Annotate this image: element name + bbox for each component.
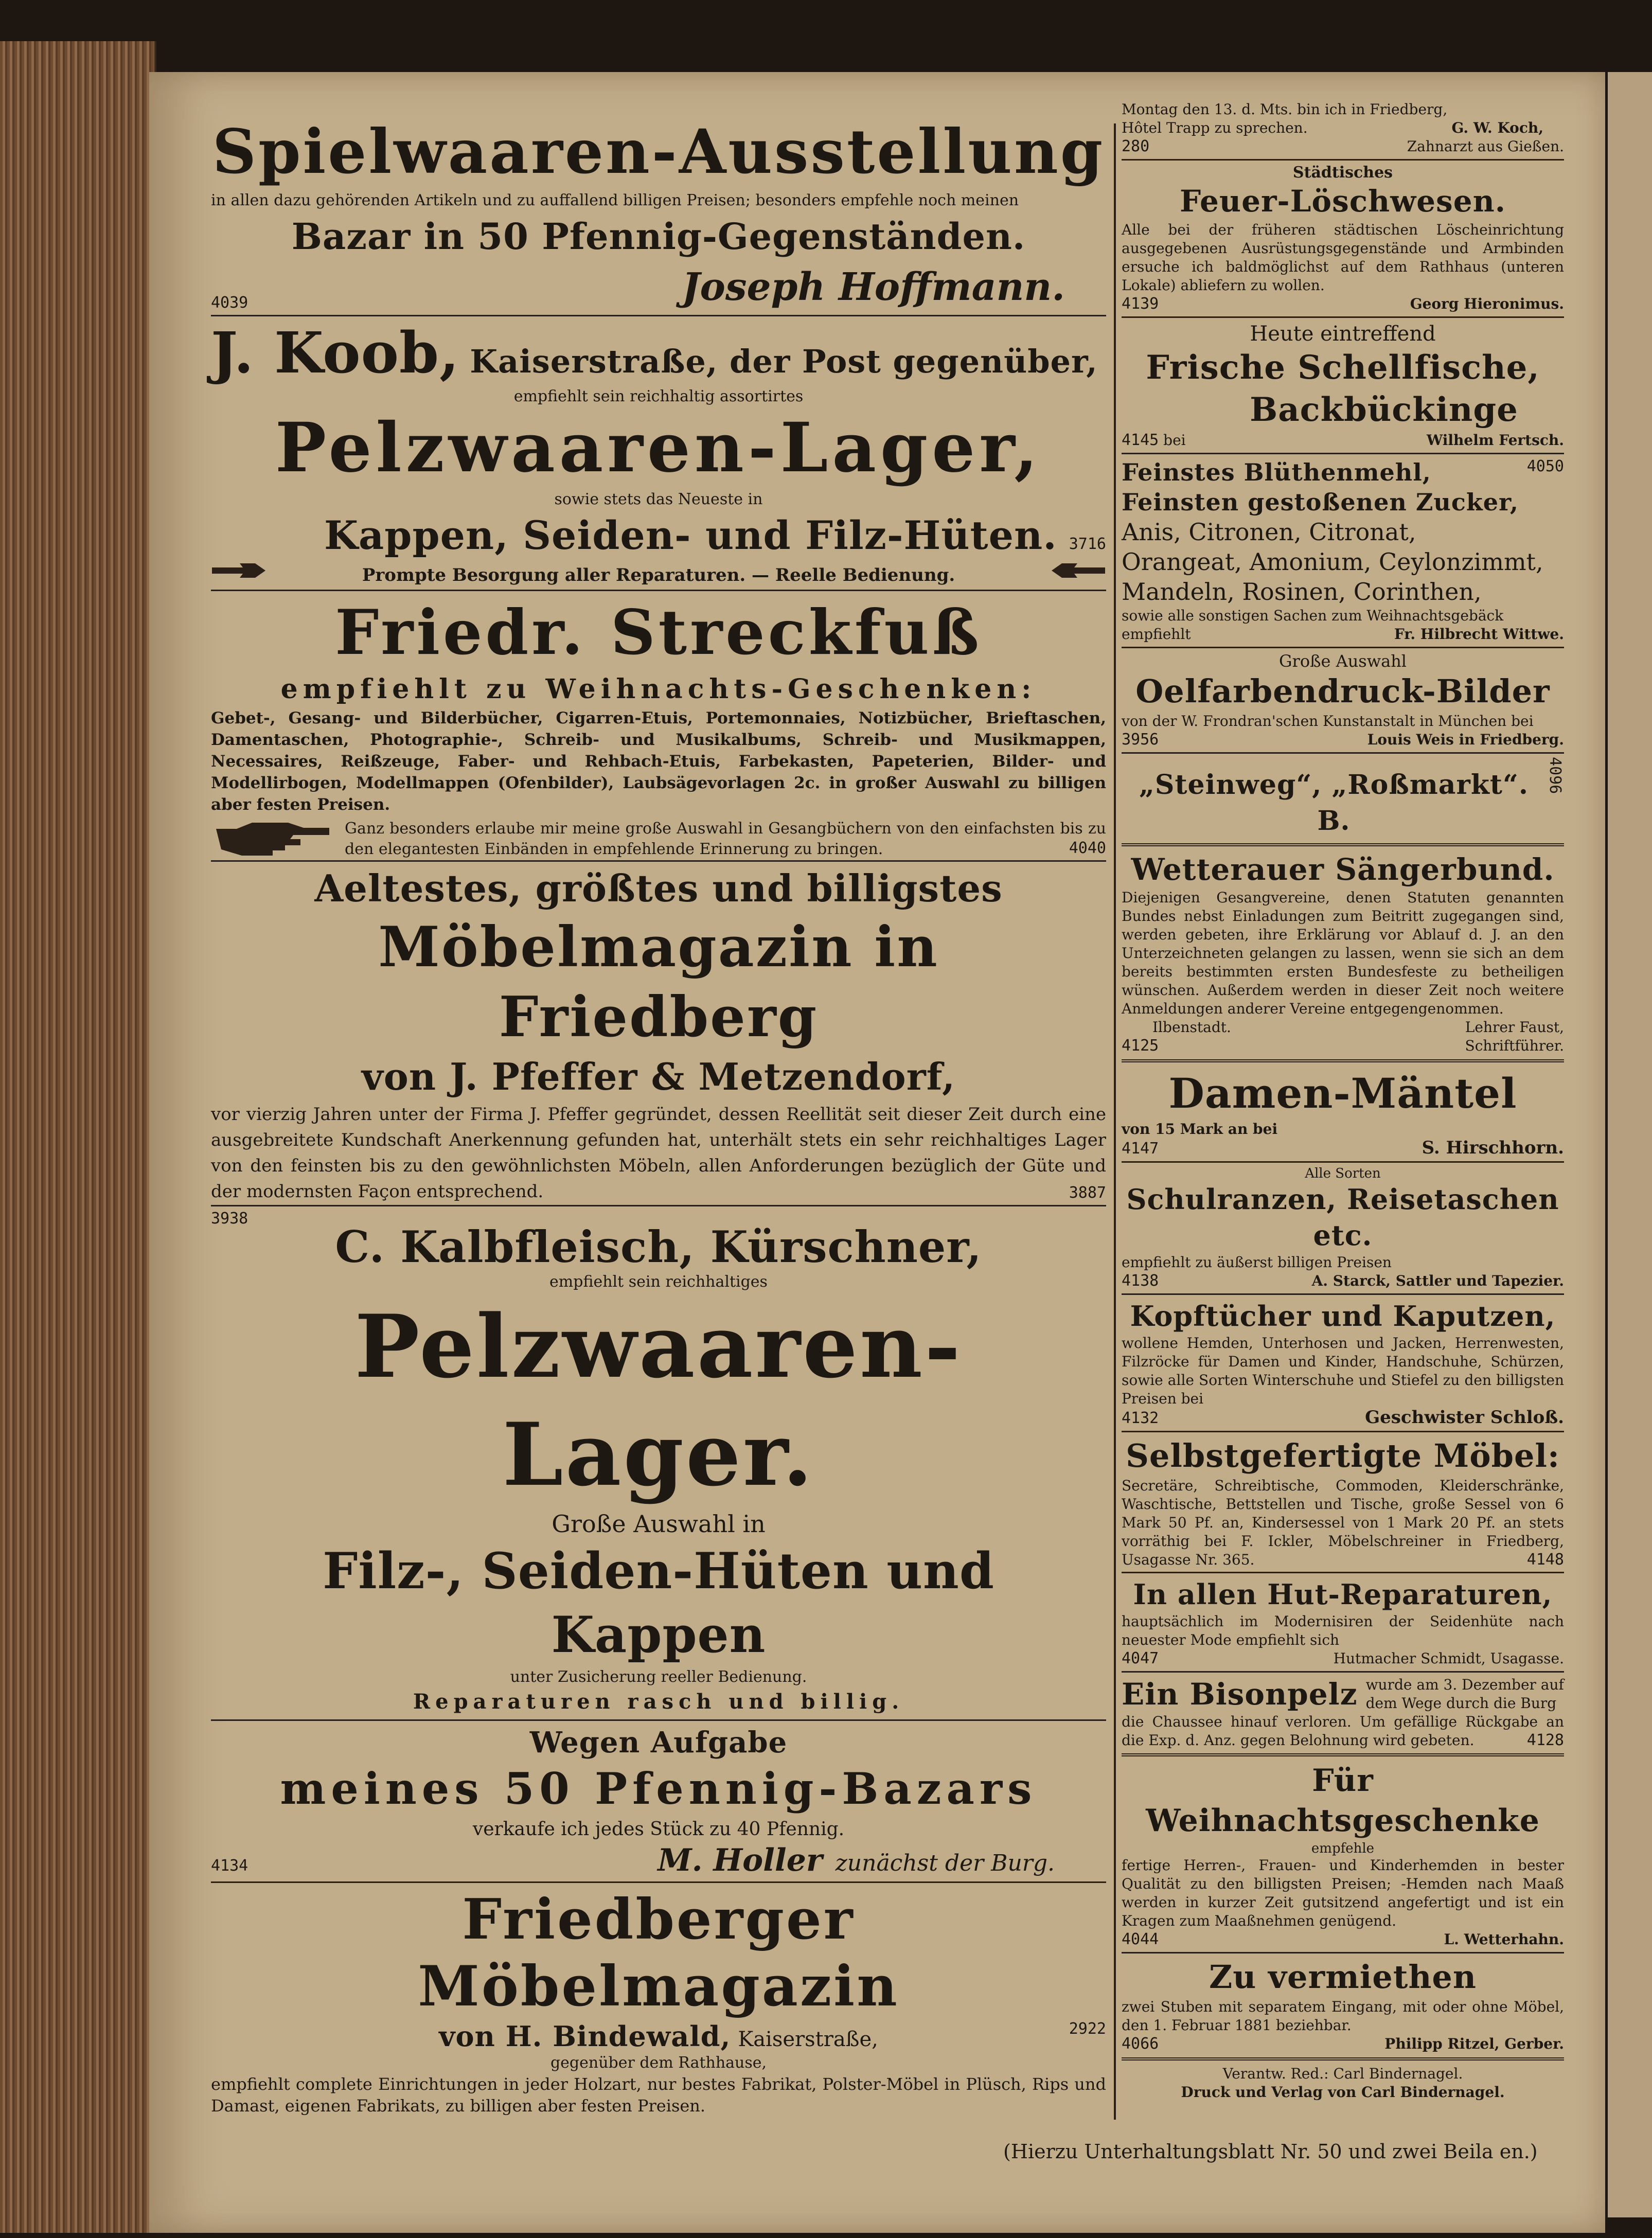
ad-text: empfiehlt sein reichhaltig assortirtes — [513, 387, 804, 405]
ad-text: empfiehlt sein reichhaltiges — [549, 1273, 768, 1291]
ad-title: meines 50 Pfennig-Bazars — [280, 1763, 1037, 1814]
ad-text: sowie stets das Neueste in — [554, 490, 763, 508]
ad-number: 4039 — [211, 294, 248, 312]
ad-pfeffer-metzendorf — [211, 865, 1106, 1206]
ad-pretitle: empfehle — [1311, 1841, 1375, 1857]
page-footer-note: (Hierzu Unterhaltungsblatt Nr. 50 und zwei Beila en.) — [1003, 2140, 1538, 2163]
ad-text: von 15 Mark an bei — [1122, 1121, 1278, 1138]
ad-text: empfiehlt complete Einrichtungen in jeder Holzart, nur bestes Fabrikat, Polster-Möbel in Plüsch, Rips und Damast, eigenen Fabrikats, zu billigen aber festen Preisen. — [211, 2074, 1106, 2116]
ad-advertiser: Wilhelm Fertsch. — [1426, 432, 1564, 449]
ad-number: 4044 — [1122, 1930, 1159, 1949]
ad-ritzel — [1122, 1957, 1564, 2061]
ad-number: 4132 — [1122, 1409, 1159, 1428]
ad-title: Für Weihnachtsgeschenke — [1146, 1763, 1540, 1839]
ad-items: Kappen, Seiden- und Filz-Hüten. — [324, 512, 1057, 558]
ad-number: 280 — [1122, 137, 1150, 155]
imprint-editor: Verantw. Red.: Carl Bindernagel. — [1222, 2065, 1463, 2083]
ad-number: 4134 — [211, 1857, 248, 1875]
ad-number: 4148 — [1526, 1551, 1564, 1569]
ad-line: Orangeat, Amonium, Ceylonzimmt, — [1122, 548, 1543, 576]
ad-advertiser: M. Holler — [658, 1842, 823, 1878]
ad-advertiser: Philipp Ritzel, Gerber. — [1384, 2035, 1564, 2053]
ad-fertsch — [1122, 321, 1564, 454]
pointing-hand-icon — [211, 561, 268, 581]
ad-number: 4047 — [1122, 1649, 1159, 1668]
ad-advertiser: von H. Bindewald, — [439, 2020, 731, 2053]
ad-text: bei — [1163, 432, 1186, 449]
ad-number: 4050 — [1526, 457, 1564, 475]
ad-number: 4125 — [1122, 1037, 1159, 1055]
imprint-publisher: Druck und Verlag von Carl Bindernagel. — [1181, 2084, 1505, 2101]
ad-title: Oelfarbendruck-Bilder — [1135, 672, 1550, 710]
ad-hilbrecht — [1122, 457, 1564, 648]
ad-line: Wegen Aufgabe — [529, 1726, 788, 1760]
ad-bisonpelz — [1122, 1676, 1564, 1756]
ad-bindewald — [211, 1886, 1106, 2117]
ad-spielwaaren — [211, 113, 1106, 316]
ad-advertiser: L. Wetterhahn. — [1444, 1931, 1564, 1948]
ad-list: Gebet-, Gesang- und Bilderbücher, Cigarren-Etuis, Portemonnaies, Notizbücher, Brieftaschen, Damentaschen, Photographie-, Schreib- und Musikalbums, Schreib- und Musikmappen, Necessaires, Reißzeuge, Faber- und Rehbach-Etuis, Farbekasten, Papeterien, Bilder- und Modellirbogen, Modellmappen (Ofenbilder), Laubsägevorlagen 2c. in großer Auswahl zu billigen aber festen Preisen. — [211, 709, 1106, 814]
ad-title: Zu vermiethen — [1209, 1958, 1477, 1996]
ad-number: 4138 — [1122, 1272, 1159, 1290]
ad-holler — [211, 1724, 1106, 1883]
ad-text: vor vierzig Jahren unter der Firma J. Pfeffer gegründet, dessen Reellität seit dieser Zeit durch eine ausgebreitete Kundschaft Anerkennung gefunden hat, unterhält stets ein sehr reichhaltiges Lager von den feinsten bis zu den gewöhnlichsten Möbeln, allen Anforderungen bezüglich der Güte und der modernsten Façon entsprechend. — [211, 1104, 1106, 1202]
ad-pretitle: Heute eintreffend — [1250, 322, 1436, 346]
ad-line: Aeltestes, größtes und billigstes — [314, 866, 1003, 910]
pointing-hand-icon — [1050, 561, 1106, 581]
ad-number: 3956 — [1122, 731, 1159, 749]
ad-advertiser: Louis Weis in Friedberg. — [1367, 731, 1564, 748]
ad-steinweg — [1122, 757, 1564, 846]
ad-text: in allen dazu gehörenden Artikeln und zu auffallend billigen Preisen; besonders empfehle noch meinen — [211, 191, 1019, 209]
ad-koob — [211, 319, 1106, 591]
ad-advertiser: von J. Pfeffer & Metzendorf, — [361, 1055, 956, 1098]
ad-text: Montag den 13. d. Mts. bin ich in Friedberg, — [1122, 101, 1448, 118]
ad-title: Backbückinge — [1250, 390, 1518, 429]
ad-title: Spielwaaren-Ausstellung — [212, 116, 1105, 187]
ad-text: Diejenigen Gesangvereine, denen Statuten genannten Bundes nebst Einladungen zum Beitritt zugegangen sind, werden gebeten, ihre Erklärung vor Ablauf d. J. an den Unterzeichneten gelangen zu lassen, wenn sie sich an dem bereits bestimmten ersten Bundesfeste zu betheiligen wünschen. Außerdem werden in dieser Zeit noch weitere Anmeldungen anderer Vereine entgegengenommen. — [1122, 889, 1564, 1018]
ad-title: Selbstgefertigte Möbel: — [1126, 1437, 1560, 1475]
ad-title: In allen Hut-Reparaturen, — [1133, 1578, 1553, 1611]
ad-text: empfiehlt zu äußerst billigen Preisen — [1122, 1254, 1392, 1271]
ad-text: Alle bei der früheren städtischen Löscheinrichtung ausgegebenen Ausrüstungsgegenstände und Armbinden ersuche ich baldmöglichst auf dem Rathhaus (unteren Lokale) abliefern zu wollen. — [1122, 221, 1564, 294]
ad-note: Ganz besonders erlaube mir meine große Auswahl in Gesangbüchern von den einfachsten bis zu den elegantesten Einbänden in empfehlende Erinnerung zu bringen. — [345, 820, 1106, 858]
ad-title: Kopftücher und Kaputzen, — [1130, 1300, 1556, 1333]
ad-weis — [1122, 651, 1564, 754]
ad-text: Große Auswahl in — [552, 1510, 766, 1538]
ad-kalbfleisch — [211, 1210, 1106, 1721]
ad-line: Mandeln, Rosinen, Corinthen, — [1122, 578, 1482, 606]
ad-title: Feuer-Löschwesen. — [1180, 184, 1506, 219]
newspaper-page — [149, 72, 1605, 2233]
ad-subtitle: empfiehlt zu Weihnachts-Geschenken: — [280, 673, 1037, 705]
ad-role: Zahnarzt aus Gießen. — [1407, 138, 1564, 155]
ad-hirschhorn — [1122, 1067, 1564, 1163]
ad-text: wollene Hemden, Unterhosen und Jacken, Herrenwesten, Filzröcke für Damen und Kinder, Handschuhe, Schürzen, sowie alle Sorten Winterschuhe und Stiefel zu den billigsten Preisen bei — [1122, 1335, 1564, 1408]
ad-line: Feinsten gestoßenen Zucker, — [1122, 488, 1519, 516]
ad-text: Reparaturen rasch und billig. — [413, 1690, 904, 1714]
pointing-hand-icon — [211, 819, 334, 860]
ad-subtitle: Bazar in 50 Pfennig-Gegenständen. — [291, 215, 1026, 258]
ad-number: 4128 — [1526, 1731, 1564, 1750]
ad-number: 3887 — [1069, 1184, 1106, 1202]
ad-title: Friedberger Möbelmagazin — [418, 1887, 899, 2019]
left-column — [211, 113, 1106, 2117]
ad-advertiser: Geschwister Schloß. — [1365, 1407, 1564, 1428]
ad-text: verkaufe ich jedes Stück zu 40 Pfennig. — [472, 1819, 845, 1840]
column-divider — [1114, 123, 1116, 2120]
ad-title: Möbelmagazin in Friedberg — [378, 915, 939, 1050]
ad-place: Ilbenstadt. — [1152, 1019, 1231, 1036]
ad-title: „Steinweg“, „Roßmarkt“. B. — [1139, 769, 1529, 837]
ad-number: 2922 — [1069, 2020, 1106, 2038]
ad-advertiser: G. W. Koch, — [1451, 119, 1543, 136]
ad-line: Feinstes Blüthenmehl, — [1122, 458, 1431, 486]
ad-title: Pelzwaaren-Lager. — [354, 1295, 963, 1505]
ad-text: hauptsächlich im Modernisiren der Seidenhüte nach neuester Mode empfiehlt sich — [1122, 1613, 1564, 1649]
ad-footer: Prompte Besorgung aller Reparaturen. — Reelle Bedienung. — [362, 565, 955, 585]
ad-text: zwei Stuben mit separatem Eingang, mit oder ohne Möbel, den 1. Februar 1881 beziehbar. — [1122, 1998, 1564, 2034]
ad-wetterhahn — [1122, 1761, 1564, 1953]
ad-advertiser: Joseph Hoffmann. — [682, 265, 1065, 309]
ad-advertiser: Friedr. Streckfuß — [335, 596, 982, 669]
ad-address: Kaiserstraße, der Post gegenüber, — [470, 343, 1098, 380]
ad-advertiser: Hutmacher Schmidt, Usagasse. — [1333, 1650, 1564, 1667]
ad-place: zunächst der Burg. — [835, 1850, 1055, 1876]
ad-text: wurde am 3. Dezember auf dem Wege durch die Burg — [1365, 1676, 1564, 1712]
ad-advertiser: J. Koob, — [211, 319, 460, 386]
ad-pretitle: Alle Sorten — [1305, 1166, 1381, 1182]
ad-text: unter Zusicherung reeller Bedienung. — [510, 1668, 807, 1686]
ad-number: 4040 — [1069, 839, 1106, 857]
ad-text: von der W. Frondran'schen Kunstanstalt in München bei — [1122, 713, 1534, 730]
ad-number: 4145 — [1122, 431, 1159, 449]
right-column — [1122, 100, 1564, 2102]
ad-title: Pelzwaaren-Lager, — [275, 408, 1042, 488]
ad-ickler — [1122, 1435, 1564, 1573]
facing-page-edge — [1608, 72, 1652, 2217]
ad-number: 4147 — [1122, 1140, 1159, 1158]
ad-number: 4066 — [1122, 2035, 1159, 2053]
ad-advertiser: Georg Hieronimus. — [1410, 295, 1564, 312]
ad-advertiser: Lehrer Faust, — [1465, 1019, 1564, 1036]
ad-advertiser: S. Hirschhorn. — [1422, 1138, 1564, 1159]
ad-saengerbund — [1122, 850, 1564, 1062]
ad-advertiser: C. Kalbfleisch, Kürschner, — [335, 1221, 982, 1272]
ad-advertiser: Fr. Hilbrecht Wittwe. — [1394, 626, 1564, 643]
ad-line: Anis, Citronen, Citronat, — [1122, 518, 1416, 546]
ad-number: 4139 — [1122, 295, 1159, 313]
ad-text: gegenüber dem Rathhause, — [550, 2054, 767, 2072]
ad-role: Schriftführer. — [1465, 1037, 1564, 1055]
ad-title: Damen-Mäntel — [1168, 1069, 1517, 1118]
ad-text: die Chaussee hinauf verloren. Um gefällige Rückgabe an die Exp. d. Anz. gegen Belohnung wird gebeten. — [1122, 1713, 1564, 1749]
imprint — [1122, 2065, 1564, 2102]
ad-pretitle: Städtisches — [1292, 164, 1393, 182]
ad-title: Ein Bisonpelz — [1122, 1677, 1358, 1712]
ad-advertiser: A. Starck, Sattler und Tapezier. — [1311, 1272, 1564, 1290]
ad-feuerloeschwesen — [1122, 164, 1564, 318]
ad-pretitle: Große Auswahl — [1278, 651, 1407, 671]
ad-streckfuss — [211, 594, 1106, 862]
ad-schmidt — [1122, 1576, 1564, 1673]
book-page-edges — [0, 41, 156, 2233]
ad-starck — [1122, 1166, 1564, 1295]
ad-address: Kaiserstraße, — [738, 2028, 878, 2051]
ad-title: Frische Schellfische, — [1146, 348, 1540, 387]
ad-number: 3716 — [1069, 535, 1106, 553]
ad-text: sowie alle sonstigen Sachen zum Weihnachtsgebäck empfiehlt — [1122, 607, 1504, 643]
ad-number: 4096 — [1546, 757, 1564, 794]
ad-koch — [1122, 100, 1564, 161]
ad-text: Secretäre, Schreibtische, Commoden, Kleiderschränke, Waschtische, Bettstellen und Tische, große Sessel von 6 Mark 50 Pf. an, Kindersessel von 1 Mark 20 Pf. an stets vorräthig bei F. Ickler, Möbelschreiner in Friedberg, Usagasse Nr. 365. — [1122, 1477, 1564, 1569]
ad-text: Hôtel Trapp zu sprechen. — [1122, 119, 1308, 136]
ad-items: Filz-, Seiden-Hüten und Kappen — [323, 1542, 994, 1664]
ad-number: 3938 — [211, 1210, 248, 1228]
ad-title: Schulranzen, Reisetaschen etc. — [1126, 1183, 1559, 1252]
ad-schloss — [1122, 1298, 1564, 1432]
ad-text: fertige Herren-, Frauen- und Kinderhemden in bester Qualität zu den billigsten Preisen; -Hemden nach Maaß werden in kurzer Zeit gutsitzend angefertigt und ist ein Kragen zum Maaßnehmen genügend. — [1122, 1857, 1564, 1930]
ad-title: Wetterauer Sängerbund. — [1131, 852, 1555, 887]
